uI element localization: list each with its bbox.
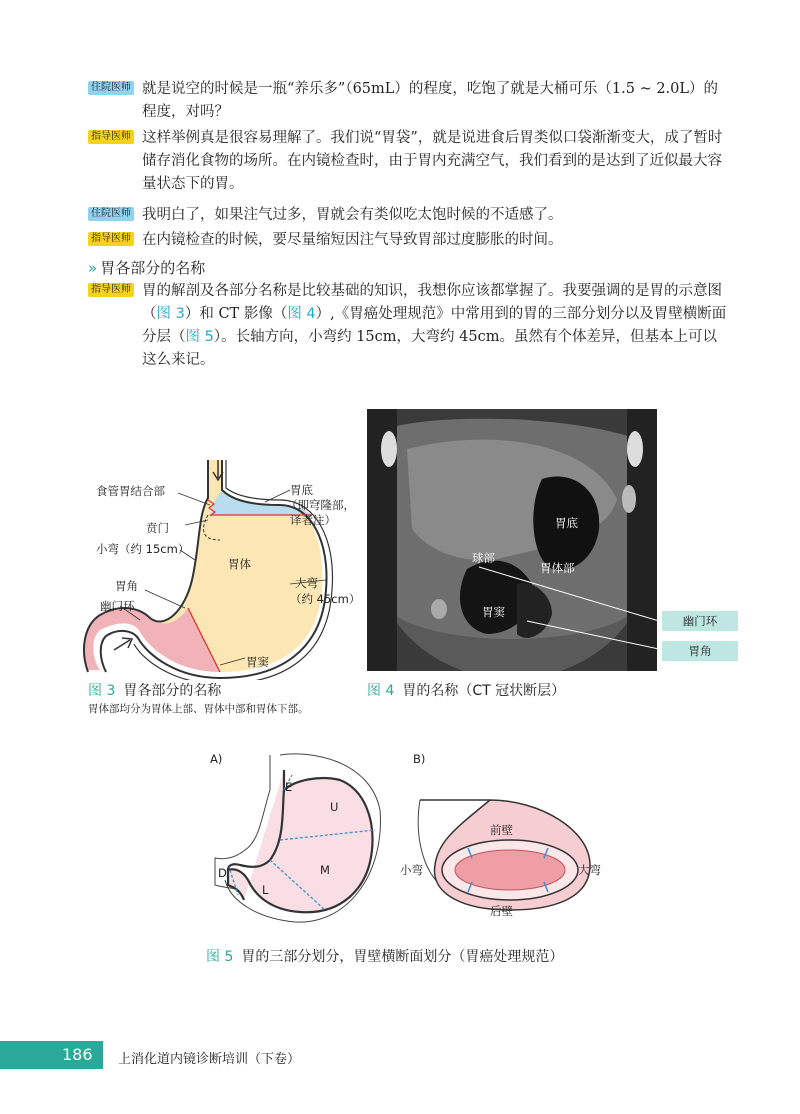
dialogue-text: 我明白了，如果注气过多，胃就会有类似吃太饱时候的不适感了。 [142, 207, 563, 223]
fig5-caption: 图 5 胃的三部分划分，胃壁横断面划分（胃癌处理规范） [206, 949, 564, 965]
role-tag: 住院医师 [88, 207, 134, 221]
fig5-label-anterior: 前壁 [490, 823, 513, 837]
dialogue-text: 胃的解剖及各部分名称是比较基础的知识，我想你应该都掌握了。我要强调的是胃的示意图（图 3）和 CT 影像（图 4）,《胃癌处理规范》中常用到的胃的三部分划分以及胃壁横断面分层（图 5）。长轴方向，小弯约 15cm，大弯约 45cm。虽然有个体差异，但基本上可以这么来记。 [142, 283, 727, 368]
ct-label-angle: 胃角 [662, 641, 738, 661]
label-lesser: 小弯（约 15cm） [96, 542, 190, 556]
ct-image [367, 409, 657, 671]
fig5-label-M: M [320, 863, 330, 877]
dialogue-text: 在内镜检查的时候，要尽量缩短因注气导致胃部过度膨胀的时间。 [142, 232, 563, 248]
ct-label-antrum: 胃窦 [482, 605, 505, 619]
label-pyloric-ring: 幽门环 [100, 599, 135, 613]
ct-label-fundus: 胃底 [555, 516, 578, 530]
fig5-panel-b: B) [413, 752, 426, 766]
label-fundus: 胃底 [290, 483, 313, 497]
section-title: » 胃各部分的名称 [88, 259, 206, 277]
label-fundus-note2: 译者注） [290, 513, 336, 527]
fig5-label-L: L [262, 883, 269, 897]
role-tag: 指导医师 [88, 130, 134, 144]
dialogue-4 [88, 229, 728, 252]
dialogue-5 [88, 280, 728, 372]
label-body: 胃体 [228, 557, 251, 571]
cross-section-diagram [410, 770, 610, 920]
fig5-label-posterior: 后壁 [490, 904, 513, 918]
chevron-right-icon: » [88, 259, 98, 277]
fig4-caption: 图 4 胃的名称（CT 冠状断层） [367, 683, 566, 699]
book-title: 上消化道内镜诊断培训（下卷） [118, 1052, 301, 1067]
dialogue-1 [88, 78, 728, 124]
ct-label-bulb: 球部 [472, 551, 495, 565]
label-greater1: 大弯 [295, 576, 318, 590]
dialogue-text: 就是说空的时候是一瓶“养乐多”（65mL）的程度，吃饱了就是大桶可乐（1.5 ~ 2.0L）的程度，对吗？ [142, 81, 719, 120]
role-tag: 指导医师 [88, 232, 134, 246]
three-part-diagram [200, 750, 400, 930]
fig3-caption: 图 3 胃各部分的名称 [88, 683, 222, 699]
dialogue-text: 这样举例真是很容易理解了。我们说“胃袋”，就是说进食后胃类似口袋渐渐变大，成了暂时储存消化食物的场所。在内镜检查时，由于胃内充满空气，我们看到的是达到了近似最大容量状态下的胃。 [142, 130, 723, 192]
label-antrum: 胃窦 [246, 655, 269, 669]
role-tag: 住院医师 [88, 81, 134, 95]
label-greater2: （约 45cm） [290, 592, 361, 606]
figure-ref-5[interactable]: 图 5 [185, 329, 214, 345]
fig5-panel-a: A) [210, 752, 223, 766]
fig3-note: 胃体部均分为胃体上部、胃体中部和胃体下部。 [88, 703, 309, 715]
ct-label-pyloric-ring: 幽门环 [662, 611, 738, 631]
ct-label-body: 胃体部 [540, 561, 575, 575]
fig5-label-D: D [218, 866, 227, 880]
figure-ref-4[interactable]: 图 4 [287, 306, 316, 322]
page-number: 186 [62, 1045, 93, 1064]
dialogue-2 [88, 127, 728, 196]
label-angle: 胃角 [115, 579, 138, 593]
fig5-label-greater: 大弯 [578, 863, 601, 877]
label-fundus-note1: （即穹隆部， [286, 498, 355, 512]
fig5-label-E: E [285, 780, 293, 794]
label-cardia: 贲门 [146, 521, 169, 535]
fig5-label-lesser: 小弯 [400, 863, 423, 877]
label-ej: 食管胃结合部 [96, 484, 165, 498]
dialogue-3 [88, 204, 728, 227]
role-tag: 指导医师 [88, 283, 134, 297]
figure-ref-3[interactable]: 图 3 [156, 306, 185, 322]
fig5-label-U: U [330, 800, 339, 814]
